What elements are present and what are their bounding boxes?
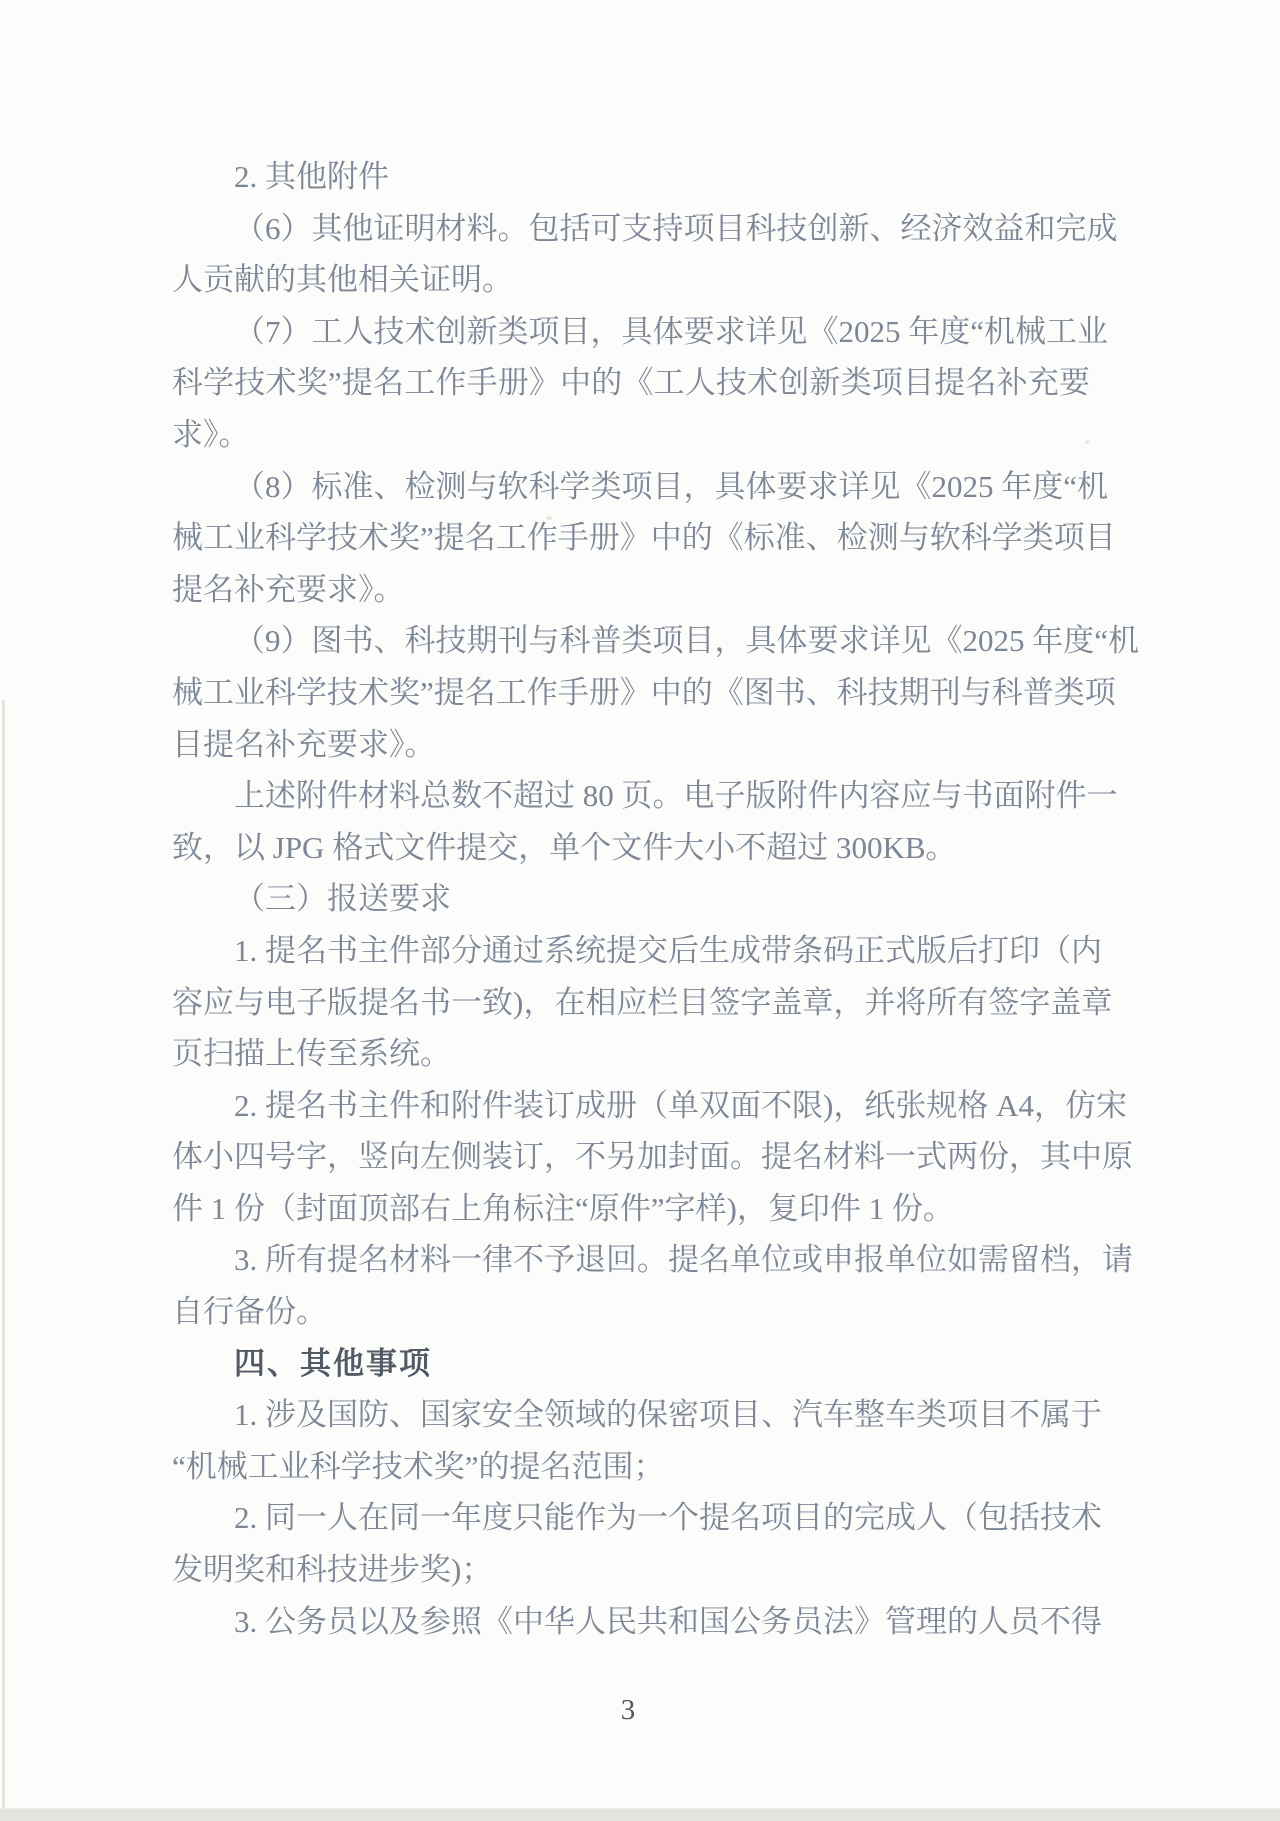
text-line: “机械工业科学技术奖”的提名范围； <box>172 1448 665 1484</box>
text-line: 件 1 份（封面顶部右上角标注“原件”字样)，复印件 1 份。 <box>172 1190 954 1226</box>
text-line: （8）标准、检测与软科学类项目，具体要求详见《2025 年度“机 <box>234 468 1109 504</box>
section-heading-other-matters: 四、其他事项 <box>234 1345 432 1381</box>
scan-left-edge <box>2 700 5 1810</box>
text-line: 自行备份。 <box>172 1294 327 1330</box>
scan-speck <box>1085 440 1090 444</box>
text-line: 致，以 JPG 格式文件提交，单个文件大小不超过 300KB。 <box>172 829 957 865</box>
text-line: 发明奖和科技进步奖)； <box>172 1552 493 1588</box>
text-line: （9）图书、科技期刊与科普类项目，具体要求详见《2025 年度“机 <box>234 623 1140 659</box>
text-line: 科学技术奖”提名工作手册》中的《工人技术创新类项目提名补充要 <box>172 365 1090 401</box>
text-line: 械工业科学技术奖”提名工作手册》中的《标准、检测与软科学类项目 <box>172 520 1116 556</box>
text-line: 页扫描上传至系统。 <box>172 1036 451 1072</box>
text-line: 2. 同一人在同一年度只能作为一个提名项目的完成人（包括技术 <box>234 1500 1102 1536</box>
text-block <box>172 151 1140 1647</box>
text-line: 上述附件材料总数不超过 80 页。电子版附件内容应与书面附件一 <box>234 778 1118 814</box>
text-line: 3. 所有提名材料一律不予退回。提名单位或申报单位如需留档，请 <box>234 1242 1133 1278</box>
page-number: 3 <box>620 1694 636 1726</box>
scan-speck <box>703 626 707 630</box>
text-line: 容应与电子版提名书一致)，在相应栏目签字盖章，并将所有签字盖章 <box>172 984 1113 1020</box>
text-line: 求》。 <box>172 416 250 452</box>
text-line: （三）报送要求 <box>234 881 451 917</box>
text-line: 3. 公务员以及参照《中华人民共和国公务员法》管理的人员不得 <box>234 1603 1102 1639</box>
text-line: （7）工人技术创新类项目，具体要求详见《2025 年度“机械工业 <box>234 313 1109 349</box>
text-line: 1. 涉及国防、国家安全领域的保密项目、汽车整车类项目不属于 <box>234 1397 1102 1433</box>
text-line: 2. 其他附件 <box>234 159 389 194</box>
scan-speck <box>546 516 552 520</box>
text-line: 体小四号字，竖向左侧装订，不另加封面。提名材料一式两份，其中原 <box>172 1139 1133 1175</box>
text-line: 目提名补充要求》。 <box>172 726 436 762</box>
text-line: 械工业科学技术奖”提名工作手册》中的《图书、科技期刊与科普类项 <box>172 674 1116 710</box>
scan-bottom-edge <box>0 1808 1280 1821</box>
text-line: 1. 提名书主件部分通过系统提交后生成带条码正式版后打印（内 <box>234 932 1102 968</box>
text-line: 2. 提名书主件和附件装订成册（单双面不限)，纸张规格 A4，仿宋 <box>234 1087 1127 1123</box>
text-line: 人贡献的其他相关证明。 <box>172 262 513 298</box>
text-line: 提名补充要求》。 <box>172 571 405 607</box>
text-line: （6）其他证明材料。包括可支持项目科技创新、经济效益和完成 <box>234 210 1118 246</box>
